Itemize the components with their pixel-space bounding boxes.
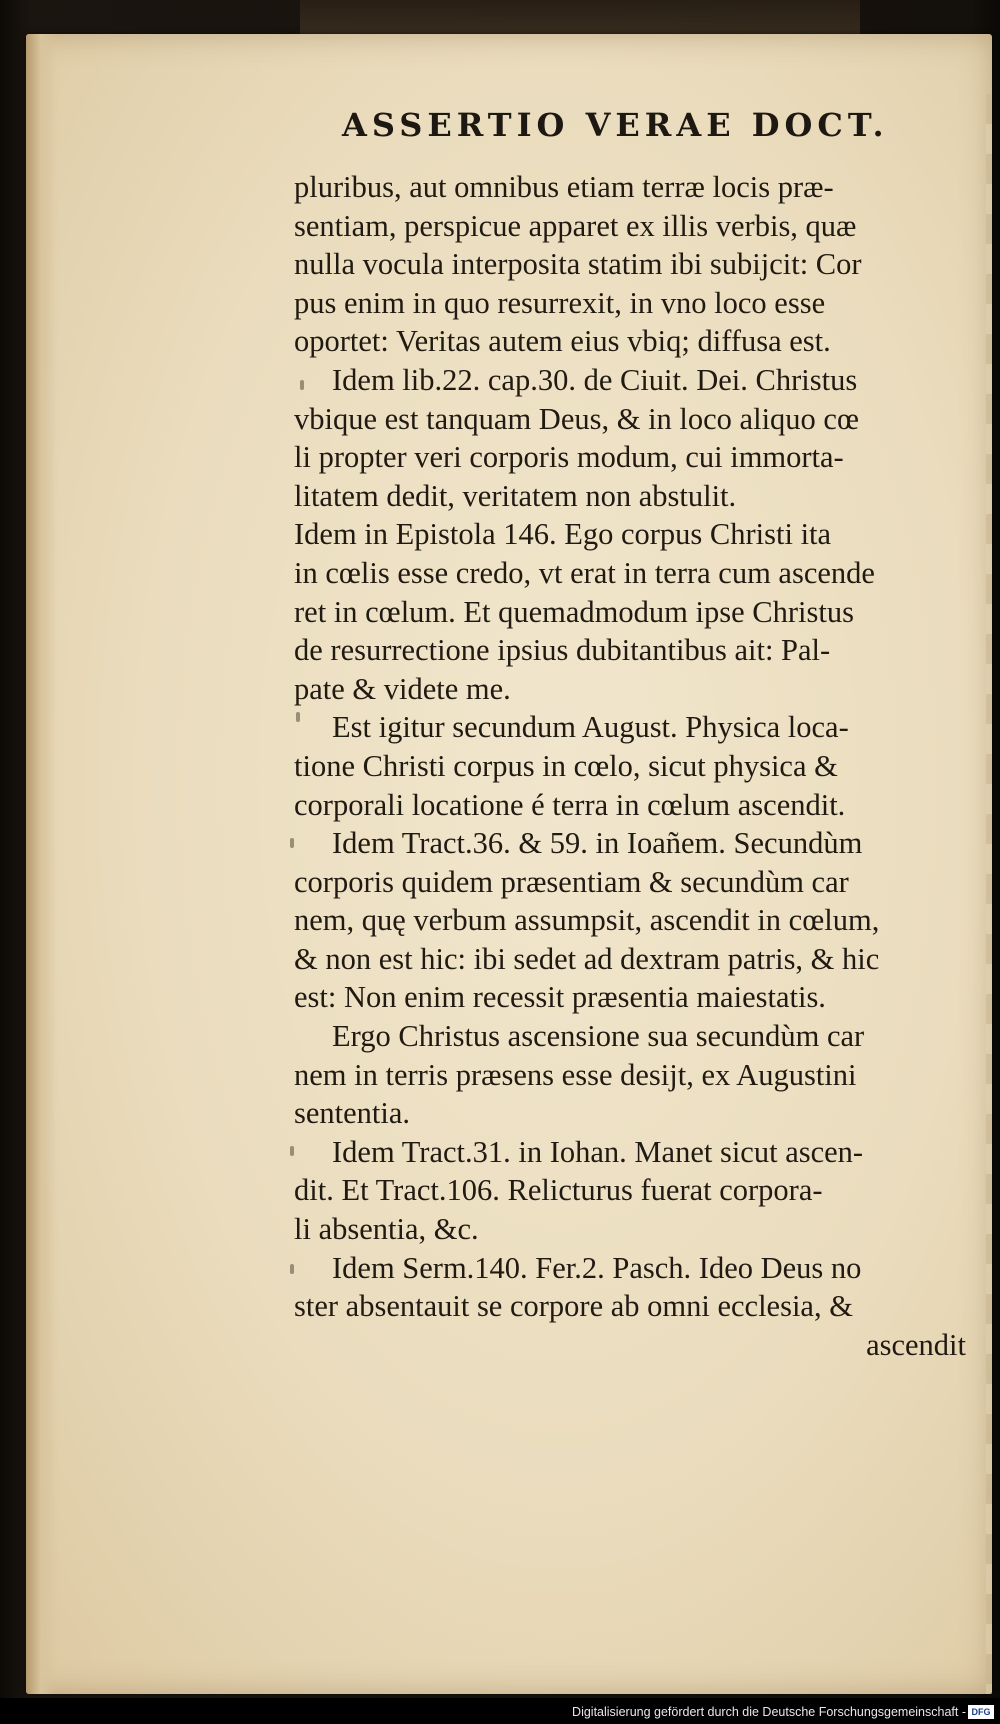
ink-mark xyxy=(290,1264,294,1274)
text-line: corporali locatione é terra in cœlum ascendit. xyxy=(294,787,846,822)
text-line: in cœlis esse credo, vt erat in terra cum ascende xyxy=(294,555,875,590)
body-text xyxy=(294,168,970,1364)
text-line: ster absentauit se corpore ab omni ecclesia, & xyxy=(294,1289,853,1324)
dfg-logo: DFG xyxy=(968,1705,994,1719)
text-line: sententia. xyxy=(294,1096,411,1131)
running-head: ASSERTIO VERAE DOCT. xyxy=(342,106,889,144)
text-line: Idem lib.22. cap.30. de Ciuit. Dei. Christus xyxy=(332,362,858,397)
text-line: nem in terris præsens esse desijt, ex Augustini xyxy=(294,1057,857,1092)
text-line: Ergo Christus ascensione sua secundùm car xyxy=(332,1019,865,1054)
footer-bar xyxy=(0,1698,1000,1724)
text-line: litatem dedit, veritatem non abstulit. xyxy=(294,478,737,513)
text-line: li absentia, &c. xyxy=(294,1212,479,1247)
text-line: tione Christi corpus in cœlo, sicut physica & xyxy=(294,748,838,783)
text-line: Idem Tract.36. & 59. in Ioañem. Secundùm xyxy=(332,826,863,861)
text-line: li propter veri corporis modum, cui immorta- xyxy=(294,440,844,475)
text-line: ret in cœlum. Et quemadmodum ipse Christus xyxy=(294,594,854,629)
text-line: & non est hic: ibi sedet ad dextram patris, & hic xyxy=(294,941,880,976)
text-line: Idem Tract.31. in Iohan. Manet sicut ascen- xyxy=(332,1134,864,1169)
catchword: ascendit xyxy=(866,1327,966,1362)
text-line: sentiam, perspicue apparet ex illis verbis, quæ xyxy=(294,208,857,243)
text-line: Idem in Epistola 146. Ego corpus Christi ita xyxy=(294,517,832,552)
text-line: oportet: Veritas autem eius vbiq; diffusa est. xyxy=(294,324,831,359)
text-line: corporis quidem præsentiam & secundùm car xyxy=(294,864,849,899)
ink-mark xyxy=(296,712,300,722)
footer-credit: Digitalisierung gefördert durch die Deutsche Forschungsgemeinschaft - xyxy=(572,1705,966,1719)
text-line: dit. Et Tract.106. Relicturus fuerat corpora- xyxy=(294,1173,823,1208)
ink-mark xyxy=(290,838,294,848)
ink-mark xyxy=(300,380,304,390)
text-line: nulla vocula interposita statim ibi subijcit: Cor xyxy=(294,247,862,282)
text-line: nem, quę verbum assumpsit, ascendit in cœlum, xyxy=(294,903,880,938)
text-line: pate & videte me. xyxy=(294,671,511,706)
text-line: de resurrectione ipsius dubitantibus ait: Pal- xyxy=(294,633,831,668)
page-edge xyxy=(986,94,992,1694)
text-line: pus enim in quo resurrexit, in vno loco esse xyxy=(294,285,826,320)
text-line: est: Non enim recessit præsentia maiestatis. xyxy=(294,980,826,1015)
text-line: vbique est tanquam Deus, & in loco aliquo cœ xyxy=(294,401,859,436)
text-line: pluribus, aut omnibus etiam terræ locis præ- xyxy=(294,170,834,204)
ink-mark xyxy=(290,1146,294,1156)
text-line: Est igitur secundum August. Physica loca- xyxy=(332,710,849,745)
top-edge-shadow xyxy=(300,0,860,34)
text-line: Idem Serm.140. Fer.2. Pasch. Ideo Deus no xyxy=(332,1250,862,1285)
